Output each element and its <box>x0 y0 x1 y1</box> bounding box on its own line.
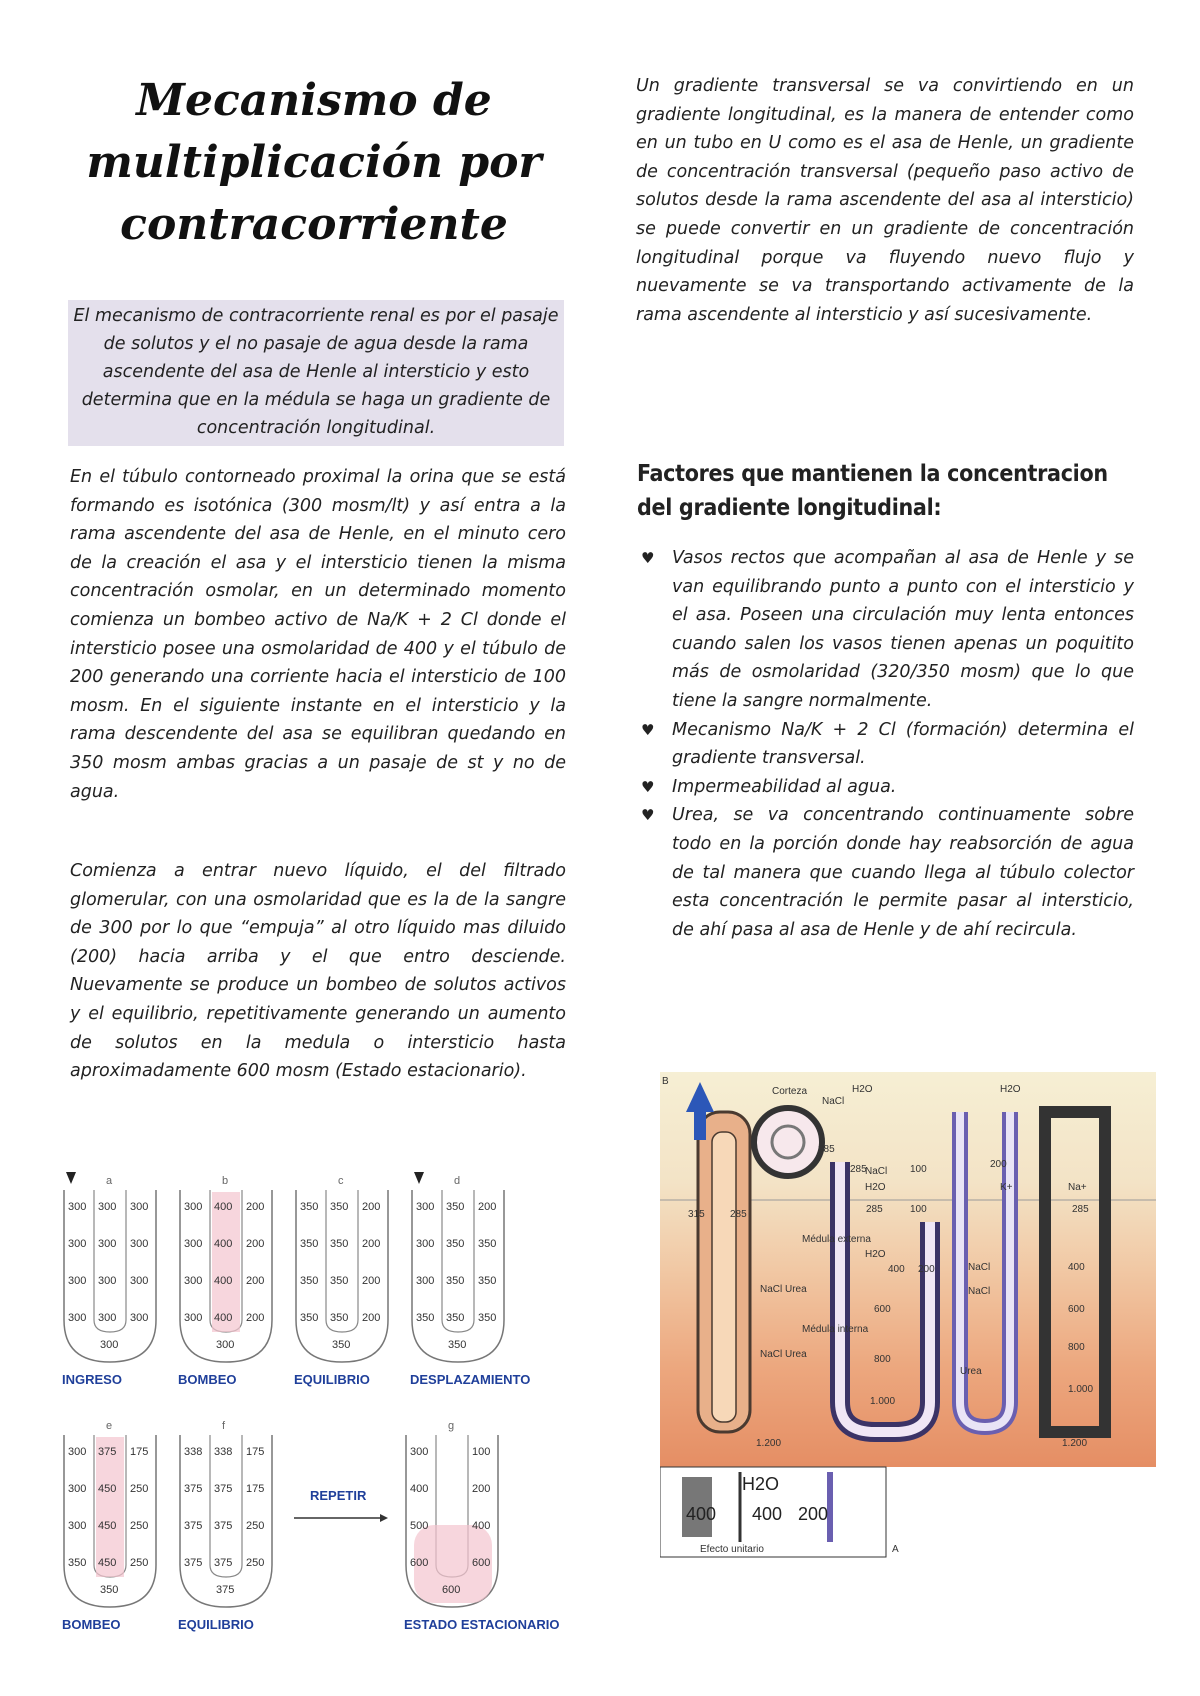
svg-text:400: 400 <box>686 1504 717 1524</box>
svg-text:285: 285 <box>818 1144 835 1155</box>
tube-step-label: EQUILIBRIO <box>294 1372 370 1387</box>
tube-panel-g <box>404 1420 560 1632</box>
svg-text:B: B <box>662 1076 669 1087</box>
tube-value: 400 <box>214 1201 233 1213</box>
tube-panel-letter: b <box>222 1175 229 1187</box>
heart-bullet-icon: ♥ <box>641 777 655 796</box>
tube-value: 375 <box>214 1557 233 1569</box>
tube-value: 300 <box>68 1238 87 1250</box>
tube-value: 250 <box>130 1483 149 1495</box>
tube-value: 350 <box>446 1201 465 1213</box>
solute-fill <box>96 1437 124 1577</box>
svg-text:285: 285 <box>866 1204 883 1215</box>
tube-bottom-value: 300 <box>100 1339 119 1351</box>
tube-value: 350 <box>330 1201 349 1213</box>
tube-value: 300 <box>98 1312 117 1324</box>
tube-value: 300 <box>184 1312 203 1324</box>
svg-text:100: 100 <box>910 1164 927 1175</box>
tube-value: 200 <box>246 1312 265 1324</box>
tube-value: 200 <box>362 1275 381 1287</box>
factor-item: ♥ Urea, se va concentrando continuamente sobre todo en la porción donde hay reabsorción de agua de tal manera que cuando llega al túbulo colector esta concentración le permite pasar al intersticio, de ahí pasa al asa de Henle y de ahí recircula. <box>636 801 1134 944</box>
tube-value: 350 <box>478 1312 497 1324</box>
tube-value: 350 <box>330 1238 349 1250</box>
tube-value: 400 <box>472 1520 491 1532</box>
tube-value: 450 <box>98 1557 117 1569</box>
tube-panel-b <box>178 1175 272 1387</box>
tube-value: 350 <box>446 1238 465 1250</box>
tube-value: 375 <box>184 1483 203 1495</box>
tube-value: 300 <box>68 1201 87 1213</box>
svg-text:Médula interna: Médula interna <box>802 1324 869 1335</box>
tube-value: 200 <box>246 1275 265 1287</box>
svg-text:285: 285 <box>850 1164 867 1175</box>
repeat-label: REPETIR <box>310 1488 367 1503</box>
tube-panel-letter: c <box>338 1175 344 1187</box>
paragraph-proximal-tubule: En el túbulo contorneado proximal la orina que se está formando es isotónica (300 mosm/lt) y así entra a la rama ascendente del asa de Henle, en el minuto cero de la creación el asa y el intersticio tienen la misma concentración osmolar, en un determinado momento comienza un bombeo activo de Na/K + 2 Cl donde el intersticio posee una osmolaridad de 400 y el túbulo de 200 generando una corriente hacia el intersticio de 100 mosm. En el siguiente instante en el intersticio y la rama descendente del asa se equilibran quedando en 350 mosm ambas gracias a un pasaje de st y no de agua. <box>70 467 566 802</box>
svg-text:NaCl: NaCl <box>968 1262 991 1273</box>
tube-value: 375 <box>98 1446 117 1458</box>
tube-value: 350 <box>416 1312 435 1324</box>
tube-bottom-value: 375 <box>216 1584 235 1596</box>
tube-value: 200 <box>478 1201 497 1213</box>
tube-value: 200 <box>362 1201 381 1213</box>
factor-item: ♥ Impermeabilidad al agua. <box>636 773 1134 802</box>
tube-value: 375 <box>214 1520 233 1532</box>
tube-value: 350 <box>478 1238 497 1250</box>
svg-text:H2O: H2O <box>852 1084 873 1095</box>
page-title: Mecanismo de multiplicación por contracorriente <box>86 75 542 250</box>
tube-panel-f <box>178 1420 272 1632</box>
tube-bottom-value: 350 <box>100 1584 119 1596</box>
tube-step-label: ESTADO ESTACIONARIO <box>404 1617 560 1632</box>
svg-text:1.200: 1.200 <box>1062 1438 1088 1449</box>
tube-value: 375 <box>184 1557 203 1569</box>
tube-value: 300 <box>184 1238 203 1250</box>
factors-list <box>636 544 1134 944</box>
tube-value: 175 <box>246 1483 265 1495</box>
svg-text:600: 600 <box>1068 1304 1085 1315</box>
tube-value: 250 <box>246 1557 265 1569</box>
svg-text:Corteza: Corteza <box>772 1086 808 1097</box>
inflow-arrow-icon <box>66 1172 76 1184</box>
tube-value: 300 <box>98 1238 117 1250</box>
svg-text:285: 285 <box>1072 1204 1089 1215</box>
tube-value: 300 <box>130 1275 149 1287</box>
tube-value: 400 <box>214 1275 233 1287</box>
svg-text:H2O: H2O <box>1000 1084 1021 1095</box>
tube-panel-letter: f <box>222 1420 226 1432</box>
tube-value: 300 <box>416 1238 435 1250</box>
tube-value: 200 <box>362 1312 381 1324</box>
tube-value: 450 <box>98 1520 117 1532</box>
svg-text:400: 400 <box>752 1504 783 1524</box>
tube-value: 338 <box>214 1446 233 1458</box>
heart-bullet-icon: ♥ <box>641 549 655 567</box>
svg-text:1.200: 1.200 <box>756 1438 782 1449</box>
tube-value: 200 <box>246 1201 265 1213</box>
tube-bottom-value: 350 <box>332 1339 351 1351</box>
svg-text:NaCl: NaCl <box>865 1166 888 1177</box>
tube-panel-c <box>294 1175 388 1387</box>
tube-value: 350 <box>446 1312 465 1324</box>
tube-value: 300 <box>98 1201 117 1213</box>
tube-value: 300 <box>416 1275 435 1287</box>
factor-item: ♥ Mecanismo Na/K + 2 Cl (formación) determina el gradiente transversal. <box>636 716 1134 773</box>
tube-bottom-value: 600 <box>442 1584 461 1596</box>
svg-text:H2O: H2O <box>742 1474 780 1494</box>
tube-panel-e <box>62 1420 156 1632</box>
tube-value: 350 <box>68 1557 87 1569</box>
svg-text:A: A <box>892 1544 899 1555</box>
tube-value: 350 <box>300 1312 319 1324</box>
svg-text:H2O: H2O <box>865 1249 886 1260</box>
solute-fill <box>212 1192 240 1332</box>
tube-bottom-value: 300 <box>216 1339 235 1351</box>
intro-highlight: El mecanismo de contracorriente renal es por el pasaje de solutos y el no pasaje de agua desde la rama ascendente del asa de Henle al intersticio y esto determina que en la médula se haga un gradiente de concentración longitudinal. <box>68 300 564 446</box>
tube-value: 350 <box>300 1275 319 1287</box>
svg-text:200: 200 <box>918 1264 935 1275</box>
svg-text:200: 200 <box>990 1159 1007 1170</box>
tube-bottom-value: 350 <box>448 1339 467 1351</box>
tube-panel-d <box>410 1172 530 1387</box>
nephron-diagram <box>660 1072 1160 1572</box>
tube-value: 175 <box>246 1446 265 1458</box>
tube-value: 100 <box>472 1446 491 1458</box>
countercurrent-steps-figure <box>62 1170 582 1650</box>
svg-text:Na+: Na+ <box>1068 1182 1087 1193</box>
tube-value: 175 <box>130 1446 149 1458</box>
svg-text:Urea: Urea <box>960 1366 982 1377</box>
tube-value: 500 <box>410 1520 429 1532</box>
tube-value: 300 <box>130 1312 149 1324</box>
tube-value: 450 <box>98 1483 117 1495</box>
svg-text:600: 600 <box>874 1304 891 1315</box>
tube-value: 300 <box>130 1201 149 1213</box>
svg-text:800: 800 <box>1068 1342 1085 1353</box>
tube-value: 200 <box>246 1238 265 1250</box>
svg-text:NaCl: NaCl <box>822 1096 845 1107</box>
tube-value: 375 <box>214 1483 233 1495</box>
svg-text:Médula externa: Médula externa <box>802 1234 871 1245</box>
tube-value: 200 <box>472 1483 491 1495</box>
tube-panel-letter: g <box>448 1420 455 1432</box>
tube-panel-letter: e <box>106 1420 113 1432</box>
tube-value: 350 <box>446 1275 465 1287</box>
svg-text:100: 100 <box>910 1204 927 1215</box>
svg-text:Efecto unitario: Efecto unitario <box>700 1544 764 1555</box>
heart-bullet-icon: ♥ <box>641 720 655 739</box>
inflow-arrow-icon <box>414 1172 424 1184</box>
svg-text:285: 285 <box>730 1209 747 1220</box>
tube-value: 400 <box>410 1483 429 1495</box>
tube-value: 338 <box>184 1446 203 1458</box>
tube-panel-a <box>62 1172 156 1387</box>
tube-step-label: BOMBEO <box>178 1372 237 1387</box>
glomerulus <box>754 1108 822 1176</box>
tube-step-label: EQUILIBRIO <box>178 1617 254 1632</box>
tube-value: 400 <box>214 1238 233 1250</box>
svg-text:800: 800 <box>874 1354 891 1365</box>
tube-value: 300 <box>416 1201 435 1213</box>
tube-value: 350 <box>478 1275 497 1287</box>
tube-value: 300 <box>68 1312 87 1324</box>
tube-value: 350 <box>300 1238 319 1250</box>
tube-value: 400 <box>214 1312 233 1324</box>
svg-text:315: 315 <box>688 1209 705 1220</box>
tube-step-label: INGRESO <box>62 1372 122 1387</box>
factors-heading: Factores que mantienen la concentracion del gradiente longitudinal: <box>637 461 1108 521</box>
svg-text:K+: K+ <box>1000 1182 1013 1193</box>
factor-item: ♥ Vasos rectos que acompañan al asa de Henle y se van equilibrando punto a punto con el intersticio y el asa. Poseen una circulación muy lenta entonces cuando salen los vasos tienen apenas un poquitito más de osmolaridad (320/350 mosm) que lo que tiene la sangre normalmente. <box>636 544 1134 716</box>
paragraph-gradient: Un gradiente transversal se va convirtiendo en un gradiente longitudinal, es la manera de entender como en un tubo en U como es el asa de Henle, un gradiente de concentración transversal (pequeño paso activo de solutos desde la rama ascendente del asa al intersticio) se puede convertir en un gradiente de concentración longitudinal porque va fluyendo nuevo flujo y nuevamente se va transportando activamente de la rama ascendente al intersticio y así sucesivamente. <box>636 76 1134 325</box>
tube-value: 300 <box>130 1238 149 1250</box>
tube-value: 350 <box>300 1201 319 1213</box>
svg-text:400: 400 <box>1068 1262 1085 1273</box>
heart-bullet-icon: ♥ <box>641 806 655 825</box>
svg-text:NaCl Urea: NaCl Urea <box>760 1284 807 1295</box>
tube-panel-letter: a <box>106 1175 113 1187</box>
tube-value: 300 <box>184 1201 203 1213</box>
tube-step-label: BOMBEO <box>62 1617 121 1632</box>
tube-value: 300 <box>410 1446 429 1458</box>
tube-value: 200 <box>362 1238 381 1250</box>
tube-value: 375 <box>184 1520 203 1532</box>
tube-value: 250 <box>130 1520 149 1532</box>
svg-text:NaCl Urea: NaCl Urea <box>760 1349 807 1360</box>
tube-value: 350 <box>330 1275 349 1287</box>
tube-value: 600 <box>410 1557 429 1569</box>
tube-value: 250 <box>246 1520 265 1532</box>
svg-text:1.000: 1.000 <box>1068 1384 1094 1395</box>
svg-text:200: 200 <box>798 1504 829 1524</box>
tube-value: 250 <box>130 1557 149 1569</box>
tube-value: 300 <box>98 1275 117 1287</box>
tube-value: 300 <box>68 1446 87 1458</box>
tube-value: 300 <box>68 1275 87 1287</box>
svg-text:400: 400 <box>888 1264 905 1275</box>
svg-text:H2O: H2O <box>865 1182 886 1193</box>
tube-panel-letter: d <box>454 1175 461 1187</box>
svg-text:1.000: 1.000 <box>870 1396 896 1407</box>
tube-step-label: DESPLAZAMIENTO <box>410 1372 531 1387</box>
tube-value: 300 <box>184 1275 203 1287</box>
tube-value: 300 <box>68 1520 87 1532</box>
tube-value: 350 <box>330 1312 349 1324</box>
tube-value: 600 <box>472 1557 491 1569</box>
tube-value: 300 <box>68 1483 87 1495</box>
svg-text:NaCl: NaCl <box>968 1286 991 1297</box>
paragraph-new-fluid: Comienza a entrar nuevo líquido, el del filtrado glomerular, con una osmolaridad que es la de la sangre de 300 por lo que “empuja” al otro líquido mas diluido (200) hacia arriba y el que entro desciende. Nuevamente se produce un bombeo de solutos activos y el equilibrio, repetitivamente generando un aumento de solutos en la medula o intersticio hasta aproximadamente 600 mosm (Estado estacionario). <box>70 861 566 1082</box>
